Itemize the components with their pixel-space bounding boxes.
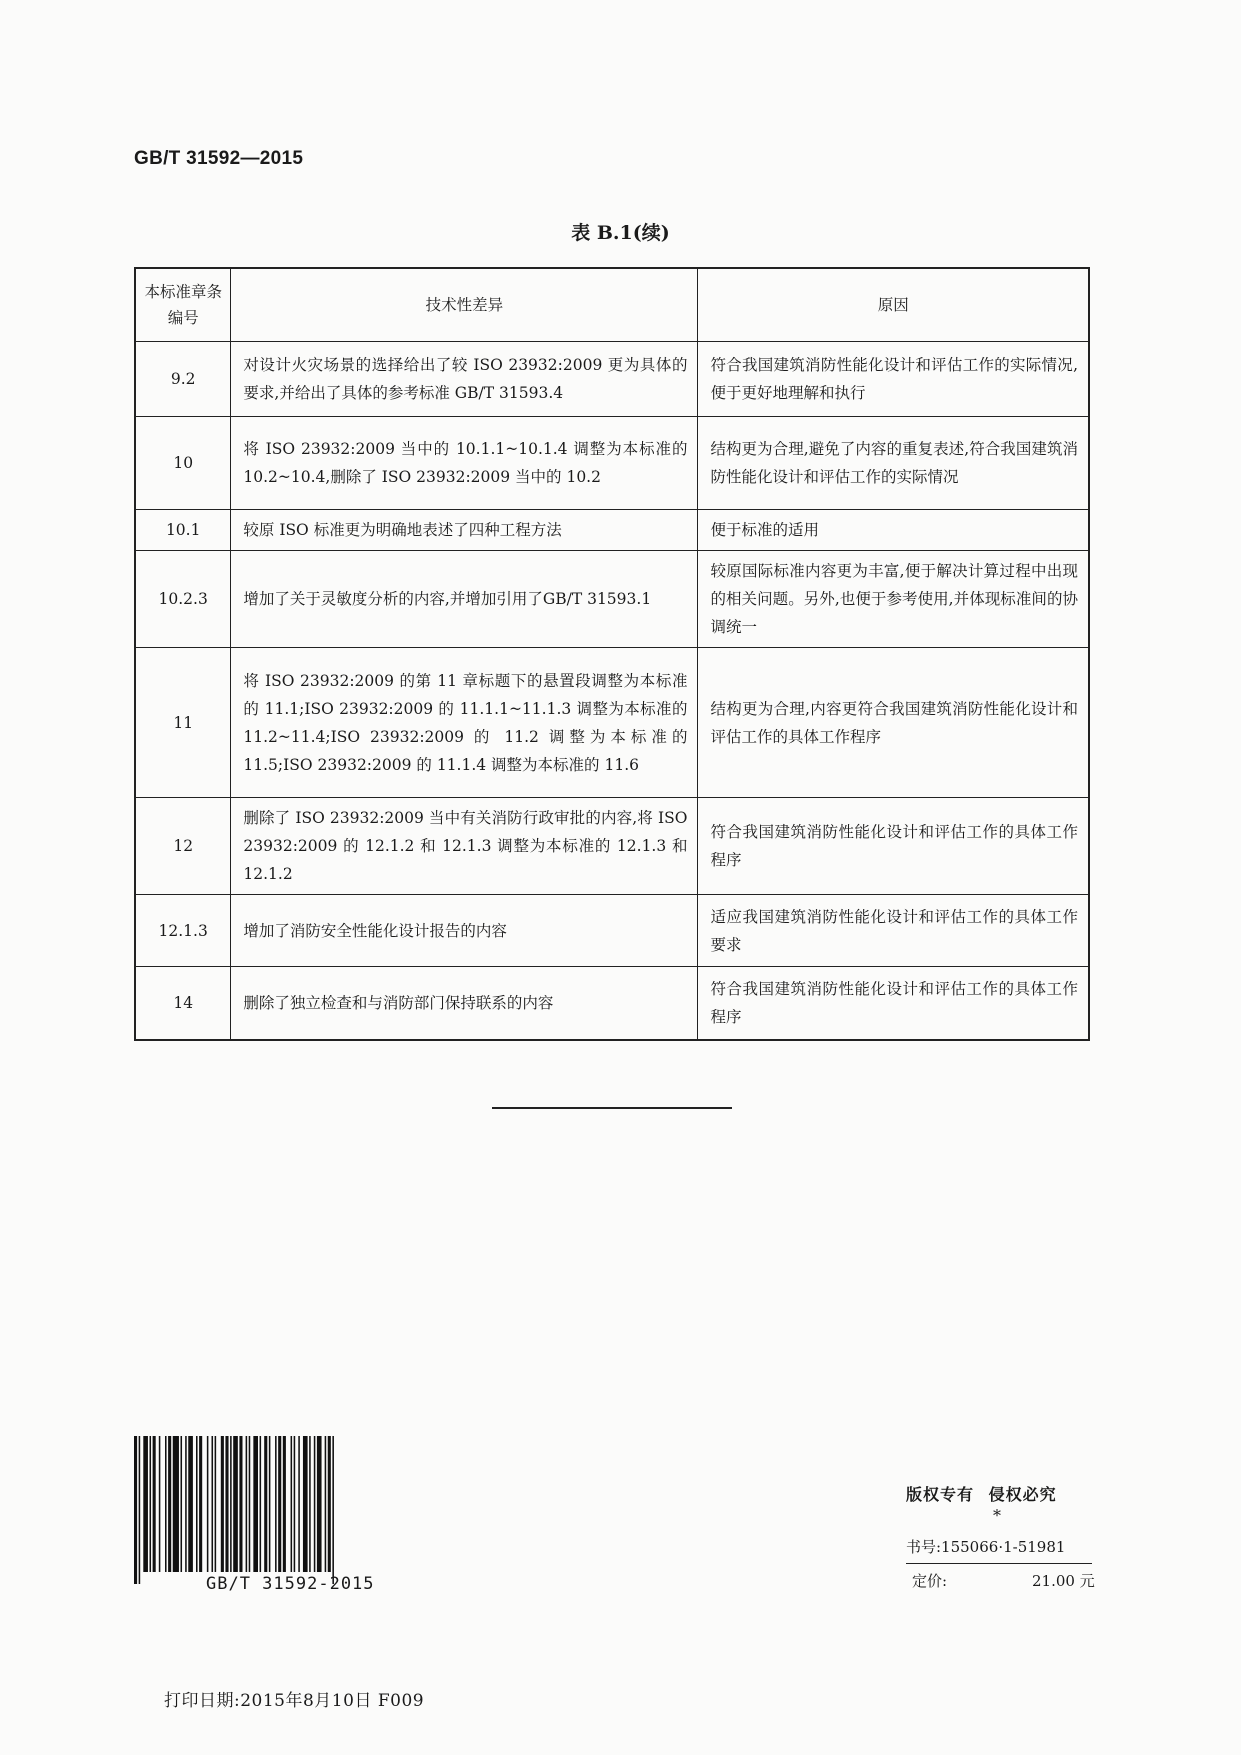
header-reason: 原因 [698, 268, 1089, 342]
price-label: 定价: [912, 1572, 948, 1590]
row-clause: 10.1 [135, 510, 231, 551]
print-date: 打印日期:2015年8月10日 F009 [164, 1691, 425, 1711]
table-row [135, 551, 1089, 648]
row-difference: 增加了关于灵敏度分析的内容,并增加引用了GB/T 31593.1 [231, 551, 698, 648]
price-value: 21.00 元 [1032, 1572, 1095, 1590]
row-clause: 14 [135, 967, 231, 1040]
row-reason: 便于标准的适用 [698, 510, 1089, 551]
standard-code: GB/T 31592—2015 [134, 148, 304, 169]
row-clause: 9.2 [135, 342, 231, 417]
header-clause-number: 本标准章条编号 [135, 268, 231, 342]
row-clause: 12.1.3 [135, 895, 231, 967]
price-divider [906, 1563, 1092, 1564]
row-difference: 删除了独立检查和与消防部门保持联系的内容 [231, 967, 698, 1040]
table-row [135, 895, 1089, 967]
barcode-image [134, 1436, 446, 1584]
asterisk-mark: * [993, 1506, 1001, 1525]
row-reason: 符合我国建筑消防性能化设计和评估工作的具体工作程序 [698, 798, 1089, 895]
end-of-document-rule [492, 1107, 732, 1109]
row-reason: 适应我国建筑消防性能化设计和评估工作的具体工作要求 [698, 895, 1089, 967]
book-number: 书号:155066·1-51981 [906, 1538, 1066, 1556]
row-reason: 符合我国建筑消防性能化设计和评估工作的具体工作程序 [698, 967, 1089, 1040]
row-difference: 对设计火灾场景的选择给出了较 ISO 23932:2009 更为具体的要求,并给出了具体的参考标准 GB/T 31593.4 [231, 342, 698, 417]
row-difference: 将 ISO 23932:2009 当中的 10.1.1~10.1.4 调整为本标准的 10.2~10.4,删除了 ISO 23932:2009 当中的 10.2 [231, 417, 698, 510]
row-reason: 符合我国建筑消防性能化设计和评估工作的实际情况,便于更好地理解和执行 [698, 342, 1089, 417]
row-difference: 较原 ISO 标准更为明确地表述了四种工程方法 [231, 510, 698, 551]
table-row [135, 648, 1089, 798]
row-difference: 删除了 ISO 23932:2009 当中有关消防行政审批的内容,将 ISO 23932:2009 的 12.1.2 和 12.1.3 调整为本标准的 12.1.3 和 12.1.2 [231, 798, 698, 895]
row-clause: 11 [135, 648, 231, 798]
table-row [135, 342, 1089, 417]
table-row [135, 798, 1089, 895]
table-header-row [135, 268, 1089, 342]
barcode-caption: GB/T 31592-2015 [206, 1574, 375, 1594]
table-row [135, 417, 1089, 510]
row-clause: 12 [135, 798, 231, 895]
row-clause: 10 [135, 417, 231, 510]
table-row [135, 510, 1089, 551]
technical-differences-table [134, 267, 1090, 1041]
header-technical-difference: 技术性差异 [231, 268, 698, 342]
row-reason: 结构更为合理,避免了内容的重复表述,符合我国建筑消防性能化设计和评估工作的实际情况 [698, 417, 1089, 510]
row-difference: 增加了消防安全性能化设计报告的内容 [231, 895, 698, 967]
row-reason: 较原国际标准内容更为丰富,便于解决计算过程中出现的相关问题。另外,也便于参考使用,并体现标准间的协调统一 [698, 551, 1089, 648]
row-reason: 结构更为合理,内容更符合我国建筑消防性能化设计和评估工作的具体工作程序 [698, 648, 1089, 798]
row-difference: 将 ISO 23932:2009 的第 11 章标题下的悬置段调整为本标准的 11.1;ISO 23932:2009 的 11.1.1~11.1.3 调整为本标准的 11.2~11.4;ISO 23932:2009 的 11.2 调整为本标准的 11.5;ISO 23932:2009 的 11.1.4 调整为本标准的 11.6 [231, 648, 698, 798]
row-clause: 10.2.3 [135, 551, 231, 648]
table-caption: 表 B.1(续) [571, 222, 670, 244]
table-row [135, 967, 1089, 1040]
copyright-notice: 版权专有 侵权必究 [906, 1485, 1057, 1504]
